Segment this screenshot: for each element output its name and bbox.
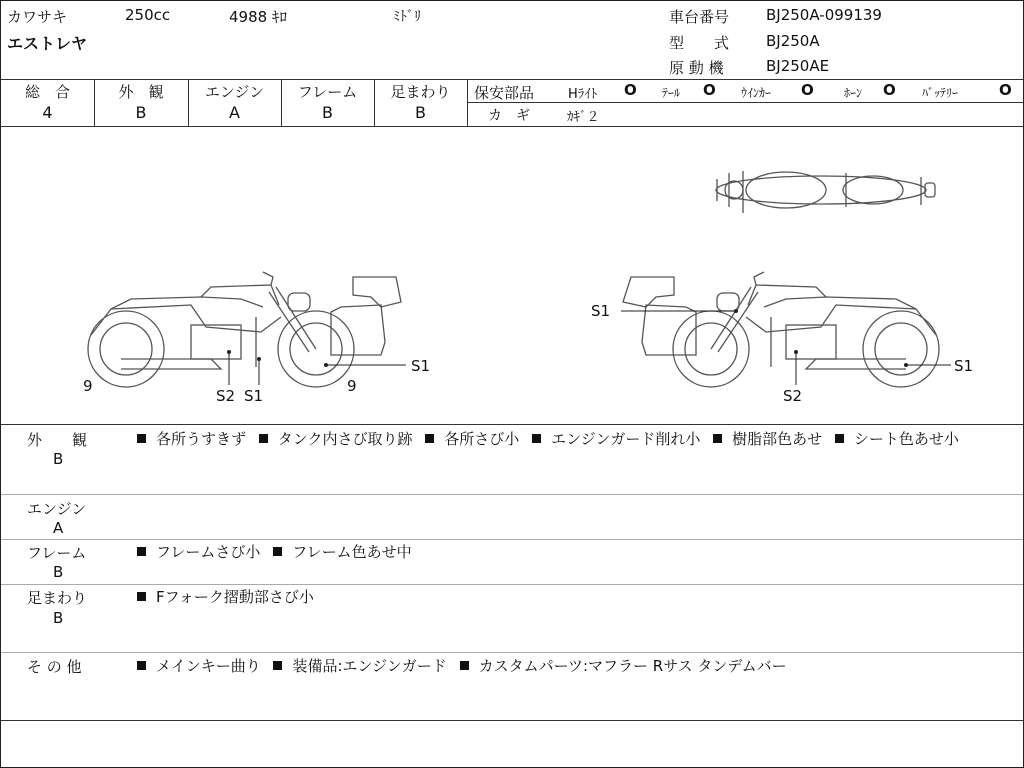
divider: [467, 79, 468, 126]
divider: [1, 720, 1023, 721]
diagram-label: S1: [244, 387, 264, 405]
grade-overall-value: 4: [42, 103, 53, 122]
remark-item: Fフォーク摺動部さび小: [156, 588, 314, 606]
remark-other-label: そ の 他: [27, 658, 82, 676]
divider: [1, 584, 1023, 585]
grade-frame-label: フレーム: [297, 83, 358, 101]
grade-exterior-label: 外 観: [118, 83, 164, 101]
safety-item-winker-label: ｳｲﾝｶｰ: [741, 86, 772, 100]
type-value: BJ250A: [766, 32, 820, 50]
diagram-label: S1: [411, 357, 431, 375]
diagram-label: S1: [954, 357, 974, 375]
remark-other-items: [137, 655, 1017, 677]
chassis-label: 車台番号: [669, 8, 730, 26]
remark-exterior-label: 外 観: [27, 431, 88, 449]
remark-item: 装備品:エンジンガード: [292, 657, 447, 675]
remark-engine-label: エンジン: [27, 500, 87, 518]
remark-item: メインキー曲り: [156, 657, 261, 675]
remark-suspension-grade: B: [53, 609, 64, 627]
remark-item: シート色あせ小: [853, 430, 959, 448]
safety-item-battery-mark: O: [999, 81, 1012, 99]
safety-item-tail-mark: O: [703, 81, 716, 99]
displacement: 250cc: [125, 6, 171, 24]
diagram-label: 9: [83, 377, 93, 395]
maker: カワサキ: [7, 8, 68, 26]
engine-value: BJ250AE: [766, 57, 830, 75]
safety-item-winker-mark: O: [801, 81, 814, 99]
safety-item-battery-label: ﾊﾞｯﾃﾘｰ: [922, 86, 959, 100]
grade-exterior-value: B: [135, 103, 147, 122]
model-name: エストレヤ: [7, 34, 88, 53]
color: ﾐﾄﾞﾘ: [393, 9, 421, 25]
safety-title: 保安部品: [474, 84, 535, 102]
remark-frame-label: フレーム: [27, 544, 87, 562]
engine-label: 原 動 機: [669, 59, 724, 77]
diagram-label: S2: [216, 387, 236, 405]
remark-exterior-grade: B: [53, 450, 64, 468]
remark-item: 樹脂部色あせ: [732, 430, 823, 448]
remark-frame-grade: B: [53, 563, 64, 581]
remark-item: 各所さび小: [444, 430, 520, 448]
grade-engine-label: エンジン: [204, 83, 265, 101]
remark-item: エンジンガード削れ小: [551, 430, 701, 448]
remark-item: 各所うすきず: [156, 430, 247, 448]
safety-item-horn-mark: O: [883, 81, 896, 99]
safety-item-tail-label: ﾃｰﾙ: [662, 86, 681, 100]
motorcycle-diagram: [1, 127, 1023, 423]
key-label: カ ギ: [488, 108, 530, 124]
grade-engine-value: A: [229, 103, 240, 122]
divider: [1, 539, 1023, 540]
divider: [1, 424, 1023, 425]
divider: [1, 79, 1023, 80]
remark-item: フレーム色あせ中: [292, 543, 412, 561]
motorcycle-right-side-icon: [623, 272, 939, 387]
grade-overall-label: 総 合: [24, 83, 70, 101]
motorcycle-top-view-icon: [716, 171, 935, 213]
chassis-value: BJ250A-099139: [766, 6, 882, 24]
remark-item: フレームさび小: [156, 543, 261, 561]
divider: [1, 652, 1023, 653]
mileage: 4988 ｷﾛ: [229, 8, 287, 26]
remark-item: カスタムパーツ:マフラー Rサス タンデムバー: [478, 657, 787, 675]
diagram-label: S2: [783, 387, 803, 405]
grade-suspension-value: B: [415, 103, 426, 122]
diagram-label: 9: [347, 377, 357, 395]
motorcycle-left-side-icon: [88, 272, 401, 387]
grade-suspension-label: 足まわり: [390, 83, 451, 101]
remark-item: タンク内さび取り跡: [277, 430, 413, 448]
divider: [467, 102, 1023, 103]
diagram-label: S1: [591, 302, 611, 320]
divider: [1, 494, 1023, 495]
safety-item-headlight-label: Hﾗｲﾄ: [568, 87, 598, 102]
remark-suspension-label: 足まわり: [27, 589, 88, 607]
type-label: 型 式: [669, 34, 730, 52]
safety-item-horn-label: ﾎｰﾝ: [844, 86, 863, 100]
remark-frame-items: [137, 541, 1017, 563]
grade-frame-value: B: [322, 103, 333, 122]
remark-exterior-items: [137, 428, 1017, 450]
remark-engine-grade: A: [53, 519, 64, 537]
key-value: ｶｷﾞ２: [567, 110, 600, 125]
remark-suspension-items: [137, 586, 1017, 608]
safety-item-headlight-mark: O: [624, 81, 637, 99]
